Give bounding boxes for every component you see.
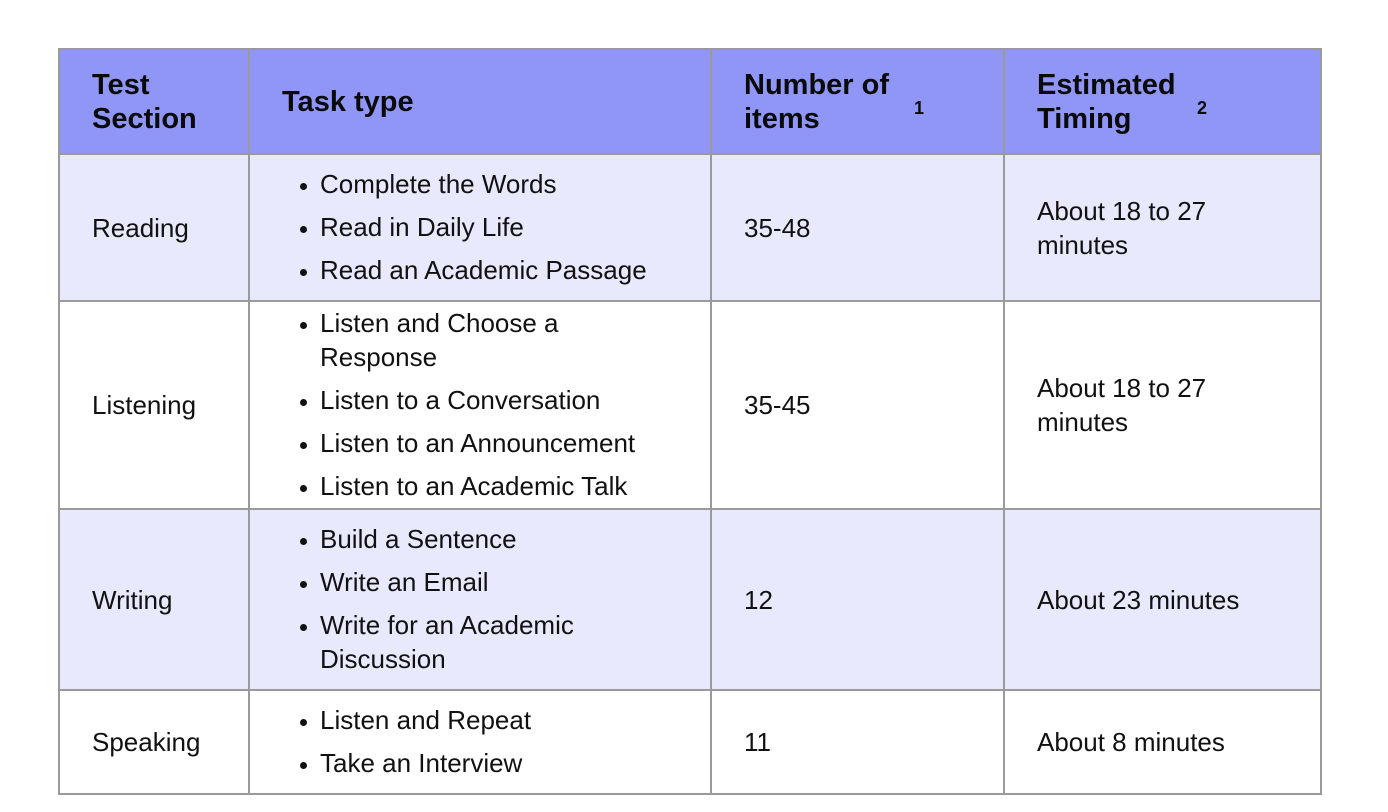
task-list xyxy=(282,699,678,785)
list-item: • Listen to an Academic Talk xyxy=(320,465,678,508)
task-type-cell xyxy=(249,690,711,794)
section-cell: Writing xyxy=(59,509,249,690)
list-item: • Listen to an Announcement xyxy=(320,422,678,465)
list-item: • Write for an Academic Discussion xyxy=(320,604,620,681)
timing-text: About 18 to 27 minutes xyxy=(1037,195,1207,260)
table-row xyxy=(59,690,1321,794)
task-type-cell xyxy=(249,301,711,509)
items-cell: 35-48 xyxy=(711,154,1004,301)
section-cell: Reading xyxy=(59,154,249,301)
list-item: • Read in Daily Life xyxy=(320,206,678,249)
list-item: • Write an Email xyxy=(320,561,678,604)
header-timing-label: Estimated Timing xyxy=(1037,68,1176,135)
timing-text: About 18 to 27 minutes xyxy=(1037,373,1207,437)
timing-cell xyxy=(1004,154,1321,301)
list-item: • Complete the Words xyxy=(320,163,678,206)
table-row xyxy=(59,301,1321,509)
table-row xyxy=(59,509,1321,690)
section-cell: Speaking xyxy=(59,690,249,794)
task-list xyxy=(282,302,678,508)
timing-cell: About 8 minutes xyxy=(1004,690,1321,794)
header-test-section xyxy=(59,49,249,154)
timing-cell xyxy=(1004,301,1321,509)
list-item: • Listen to a Conversation xyxy=(320,379,678,422)
task-type-cell xyxy=(249,509,711,690)
task-list xyxy=(282,518,678,681)
list-item: • Read an Academic Passage xyxy=(320,249,678,292)
list-item: • Listen and Choose a Response xyxy=(320,302,678,379)
list-item: • Listen and Repeat xyxy=(320,699,678,742)
table-header-row xyxy=(59,49,1321,154)
task-list xyxy=(282,163,678,292)
header-estimated-timing xyxy=(1004,49,1321,154)
items-cell: 12 xyxy=(711,509,1004,690)
header-task-type: Task type xyxy=(249,49,711,154)
footnote-marker-2: 2 xyxy=(1197,97,1208,118)
header-number-of-items xyxy=(711,49,1004,154)
test-sections-table xyxy=(58,48,1322,795)
items-cell: 35-45 xyxy=(711,301,1004,509)
timing-cell: About 23 minutes xyxy=(1004,509,1321,690)
table-row xyxy=(59,154,1321,301)
list-item: • Build a Sentence xyxy=(320,518,678,561)
footnote-marker-1: 1 xyxy=(914,97,925,118)
header-items-label: Number of items xyxy=(744,68,889,135)
items-cell: 11 xyxy=(711,690,1004,794)
list-item: • Take an Interview xyxy=(320,742,678,785)
task-type-cell xyxy=(249,154,711,301)
header-test-section-label: Test Section xyxy=(92,68,197,135)
section-cell: Listening xyxy=(59,301,249,509)
